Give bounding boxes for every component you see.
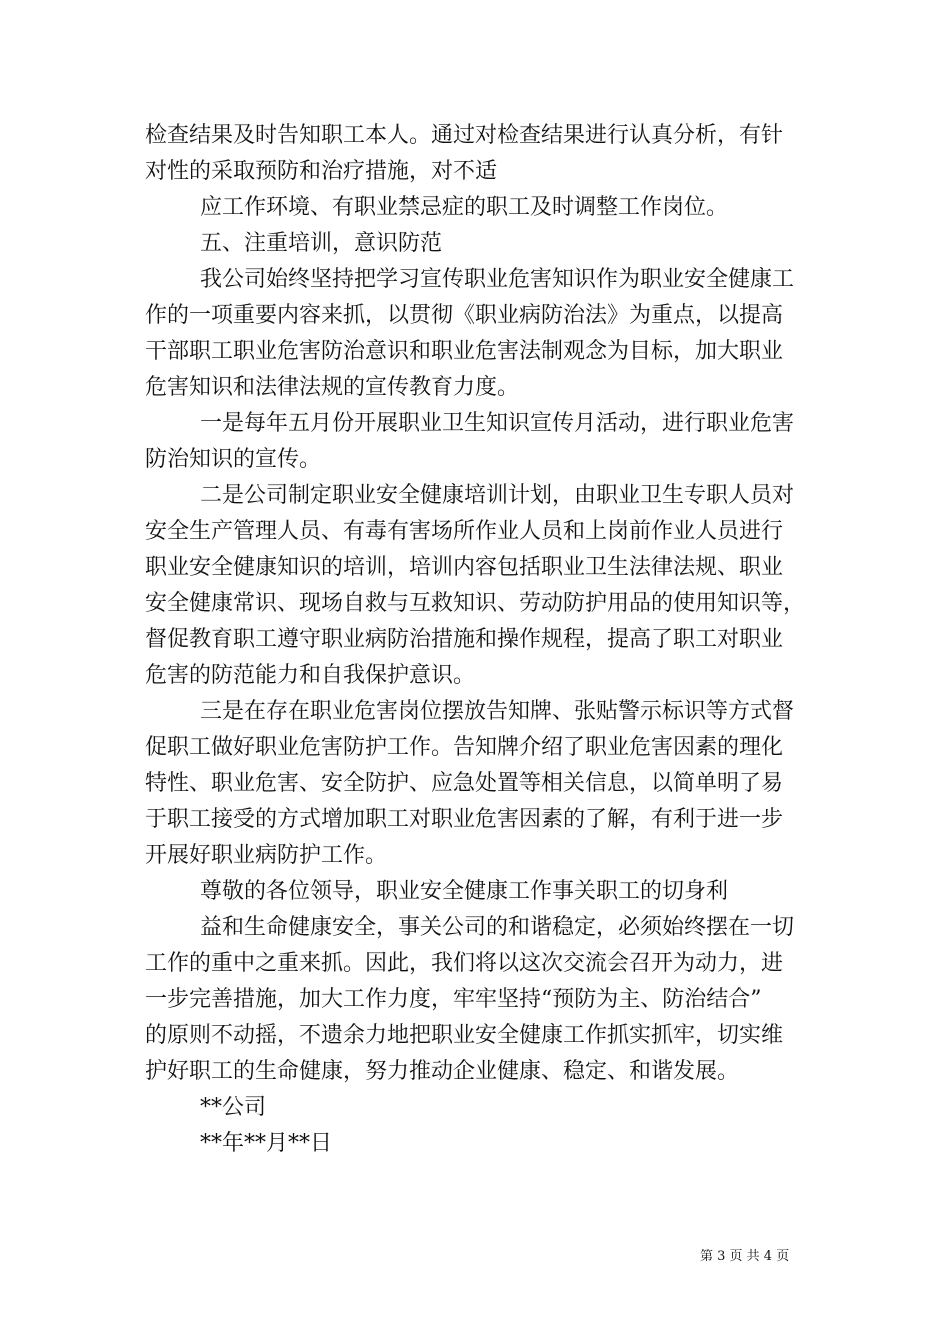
text-line: 护好职工的生命健康，努力推动企业健康、稳定、和谐发展。 — [145, 1059, 740, 1084]
page-number: 第 3 页 共 4 页 — [700, 1249, 790, 1264]
text-line: 我公司始终坚持把学习宣传职业危害知识作为职业安全健康工 — [200, 267, 795, 292]
signature-company: **公司 — [200, 1095, 267, 1120]
text-line: 益和生命健康安全，事关公司的和谐稳定，必须始终摆在一切 — [200, 915, 795, 940]
text-line: 对性的采取预防和治疗措施，对不适 — [145, 159, 498, 184]
text-line: 安全健康常识、现场自救与互救知识、劳动防护用品的使用知识等， — [145, 591, 806, 616]
text-line: 督促教育职工遵守职业病防治措施和操作规程，提高了职工对职业 — [145, 627, 784, 652]
text-line: 开展好职业病防护工作。 — [145, 843, 388, 868]
text-line: 一是每年五月份开展职业卫生知识宣传月活动，进行职业危害 — [200, 411, 795, 436]
text-line: 职业安全健康知识的培训，培训内容包括职业卫生法律法规、职业 — [145, 555, 784, 580]
text-line: 尊敬的各位领导，职业安全健康工作事关职工的切身利 — [200, 879, 729, 904]
document-body — [145, 118, 825, 1162]
signature-date: **年**月**日 — [200, 1131, 333, 1156]
text-line: 工作的重中之重来抓。因此，我们将以这次交流会召开为动力，进 — [145, 951, 784, 976]
section-heading: 五、注重培训，意识防范 — [200, 231, 443, 256]
text-line: 危害的防范能力和自我保护意识。 — [145, 663, 476, 688]
text-line: 于职工接受的方式增加职工对职业危害因素的了解，有利于进一步 — [145, 807, 784, 832]
text-line: 的原则不动摇，不遗余力地把职业安全健康工作抓实抓牢，切实维 — [145, 1023, 784, 1048]
text-line: 二是公司制定职业安全健康培训计划，由职业卫生专职人员对 — [200, 483, 795, 508]
text-line: 特性、职业危害、安全防护、应急处置等相关信息，以简单明了易 — [145, 771, 784, 796]
text-line: 促职工做好职业危害防护工作。告知牌介绍了职业危害因素的理化 — [145, 735, 784, 760]
text-line: 防治知识的宣传。 — [145, 447, 322, 472]
text-line: 安全生产管理人员、有毒有害场所作业人员和上岗前作业人员进行 — [145, 519, 784, 544]
text-line: 三是在存在职业危害岗位摆放告知牌、张贴警示标识等方式督 — [200, 699, 795, 724]
text-line: 危害知识和法律法规的宣传教育力度。 — [145, 375, 520, 400]
text-line: 作的一项重要内容来抓，以贯彻《职业病防治法》为重点，以提高 — [145, 303, 784, 328]
text-line: 一步完善措施，加大工作力度，牢牢坚持“预防为主、防治结合” — [145, 987, 762, 1012]
text-line: 应工作环境、有职业禁忌症的职工及时调整工作岗位。 — [200, 195, 729, 220]
text-line: 干部职工职业危害防治意识和职业危害法制观念为目标，加大职业 — [145, 339, 784, 364]
text-line: 检查结果及时告知职工本人。通过对检查结果进行认真分析，有针 — [145, 123, 784, 148]
